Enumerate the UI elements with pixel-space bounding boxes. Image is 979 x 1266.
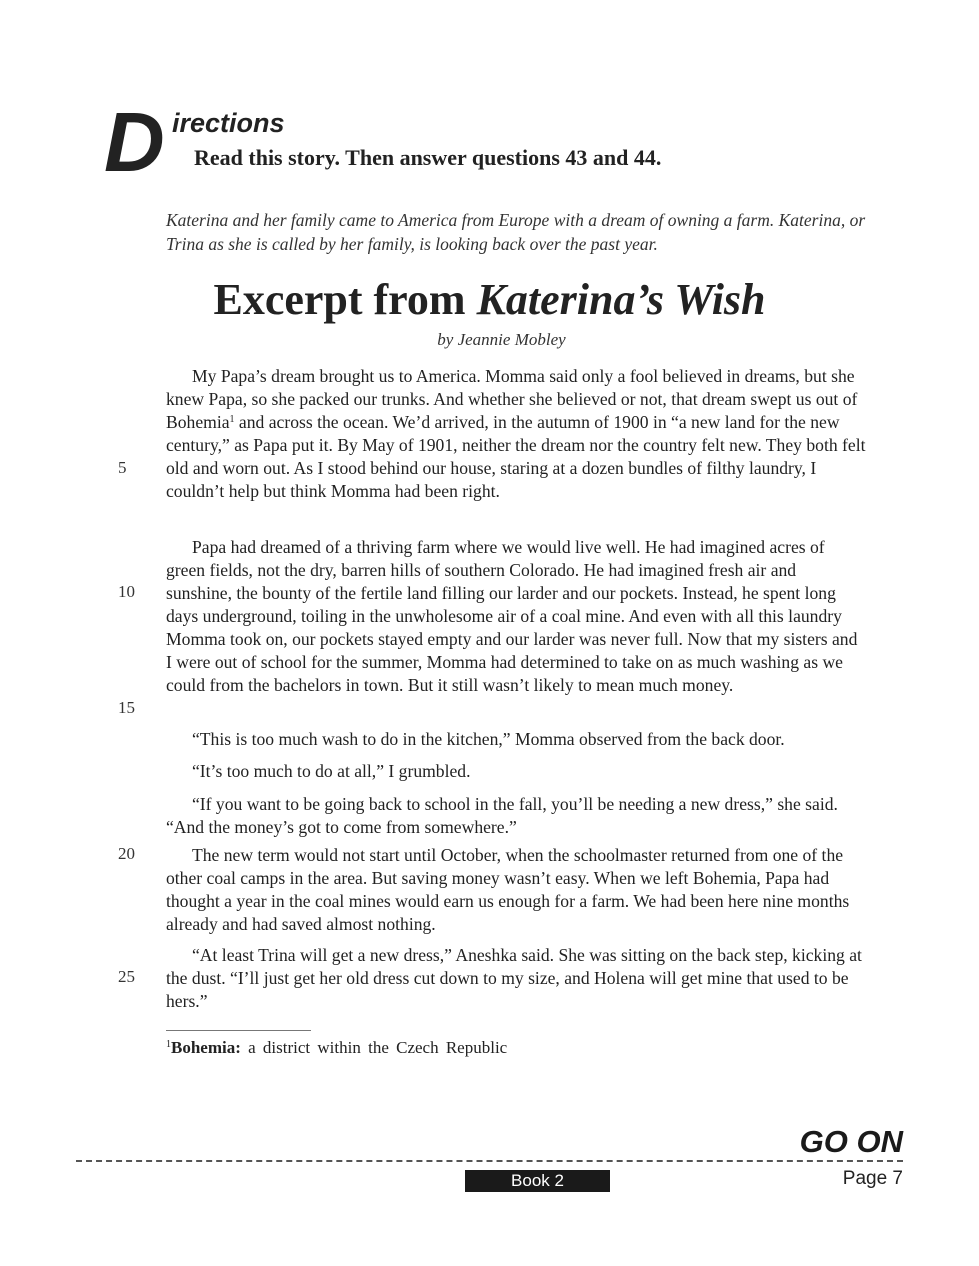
footnote-marker: 1 xyxy=(166,1039,171,1050)
page-number: Page 7 xyxy=(842,1168,903,1189)
go-on-label: GO ON xyxy=(799,1124,903,1159)
book-label: Book 2 xyxy=(465,1170,610,1192)
paragraph-6: The new term would not start until October, when the schoolmaster returned from one of the other coal camps in the area. But saving money wasn’t easy. When we left Bohemia, Papa had thought a year in the coal mines would earn us enough for a farm. We had been here nine months already and had saved almost nothing. xyxy=(166,845,850,934)
directions-heading: irections xyxy=(172,108,285,138)
footer-dashed-divider xyxy=(76,1160,903,1162)
line-number-15: 15 xyxy=(118,698,135,717)
directions-initial: D xyxy=(104,95,165,189)
footnote-term: Bohemia: xyxy=(171,1038,241,1057)
paragraph-5: “If you want to be going back to school in the fall, you’ll be needing a new dress,” she said. “And the money’s got to come from somewhere.” xyxy=(166,794,838,837)
line-number-10: 10 xyxy=(118,582,135,601)
footnote-text: a district within the Czech Republic xyxy=(240,1038,508,1057)
paragraph-4: “It’s too much to do at all,” I grumbled. xyxy=(192,761,471,781)
title-prefix: Excerpt from xyxy=(213,275,477,324)
paragraph-1-part-b: and across the ocean. We’d arrived, in the autumn of 1900 in “a new land for the new century,” as Papa put it. By May of 1901, neither the dream nor the country felt new. They both felt old and worn out. As I stood behind our house, staring at a dozen bundles of filthy laundry, I couldn’t help but think Momma had been right. xyxy=(166,412,866,501)
footnote-ref: 1 xyxy=(229,414,235,425)
directions-instruction: Read this story. Then answer questions 43 and 44. xyxy=(194,145,662,170)
paragraph-7: “At least Trina will get a new dress,” Aneshka said. She was sitting on the back step, kicking at the dust. “I’ll just get her old dress cut down to my size, and Holena will get mine that used to be hers.” xyxy=(166,945,862,1011)
line-number-20: 20 xyxy=(118,844,135,863)
story-title xyxy=(0,276,979,324)
line-number-25: 25 xyxy=(118,967,135,986)
paragraph-1 xyxy=(166,365,866,503)
story-byline: by Jeannie Mobley xyxy=(437,330,566,349)
paragraph-2: Papa had dreamed of a thriving farm where we would live well. He had imagined acres of green fields, not the dry, barren hills of southern Colorado. He had imagined fresh air and sunshine, the bounty of the fertile land filling our larder and our pockets. Instead, he spent long days underground, toiling in the unwholesome air of a coal mine. And even with all this laundry Momma took on, our pockets stayed empty and our larder was never full. Now that my sisters and I were out of school for the summer, Momma had determined to take on as much washing as we could from the bachelors in town. But it still wasn’t likely to mean much money. xyxy=(166,537,858,695)
paragraph-3: “This is too much wash to do in the kitchen,” Momma observed from the back door. xyxy=(192,729,785,749)
line-number-5: 5 xyxy=(118,458,127,477)
title-book-name: Katerina’s Wish xyxy=(476,275,766,324)
footnote-divider xyxy=(166,1030,311,1031)
story-introduction: Katerina and her family came to America from Europe with a dream of owning a farm. Katerina, or Trina as she is called by her family, is looking back over the past year. xyxy=(166,210,866,254)
paragraph-1-part-a: My Papa’s dream brought us to America. Momma said only a fool believed in dreams, but she knew Papa, so she packed our trunks. And whether she believed or not, that dream swept us out of Bohemia xyxy=(166,366,858,432)
footnote xyxy=(166,1038,507,1058)
